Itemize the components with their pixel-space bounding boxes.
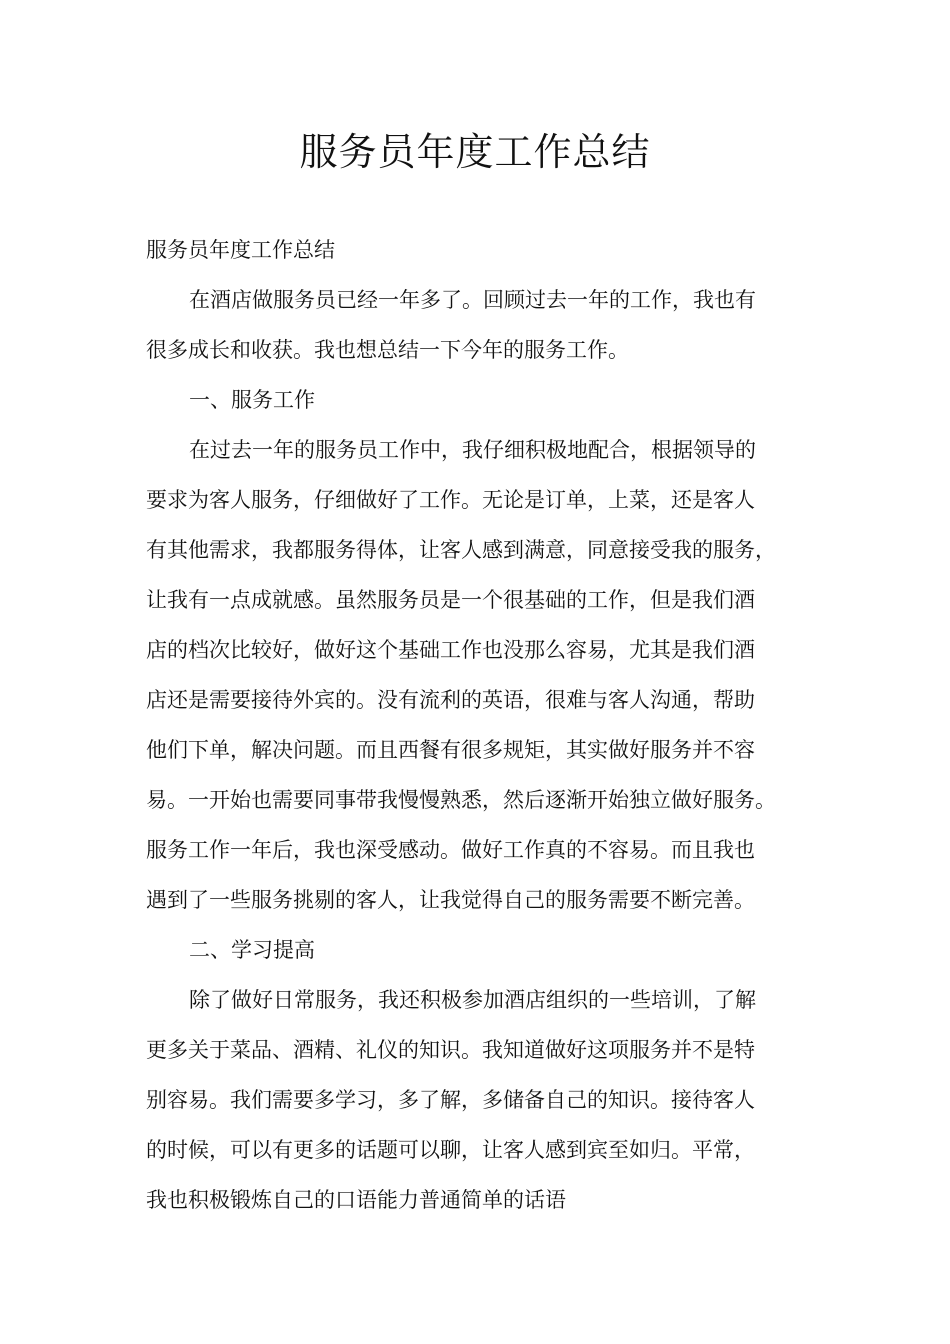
paragraph-line: 除了做好日常服务，我还积极参加酒店组织的一些培训，了解 — [189, 988, 756, 1012]
paragraph-line: 他们下单，解决问题。而且西餐有很多规矩，其实做好服务并不容 — [146, 738, 755, 762]
paragraph-line: 让我有一点成就感。虽然服务员是一个很基础的工作，但是我们酒 — [146, 588, 755, 612]
paragraph-line: 有其他需求，我都服务得体，让客人感到满意，同意接受我的服务， — [146, 538, 776, 562]
paragraph-line: 更多关于菜品、酒精、礼仪的知识。我知道做好这项服务并不是特 — [146, 1038, 755, 1062]
document-title: 服务员年度工作总结 — [299, 130, 651, 174]
paragraph-line: 别容易。我们需要多学习，多了解，多储备自己的知识。接待客人 — [146, 1088, 755, 1112]
paragraph-line: 店还是需要接待外宾的。没有流利的英语，很难与客人沟通，帮助 — [146, 688, 755, 712]
section-heading: 二、学习提高 — [189, 938, 315, 962]
document-subtitle: 服务员年度工作总结 — [146, 238, 335, 262]
section-heading: 一、服务工作 — [189, 388, 315, 412]
paragraph-line: 很多成长和收获。我也想总结一下今年的服务工作。 — [146, 338, 629, 362]
paragraph-line: 在过去一年的服务员工作中，我仔细积极地配合，根据领导的 — [189, 438, 756, 462]
paragraph-line: 我也积极锻炼自己的口语能力普通简单的话语 — [146, 1188, 566, 1212]
paragraph-line: 店的档次比较好，做好这个基础工作也没那么容易，尤其是我们酒 — [146, 638, 755, 662]
paragraph-line: 要求为客人服务，仔细做好了工作。无论是订单，上菜，还是客人 — [146, 488, 755, 512]
paragraph-line: 在酒店做服务员已经一年多了。回顾过去一年的工作，我也有 — [189, 288, 756, 312]
paragraph-line: 的时候，可以有更多的话题可以聊，让客人感到宾至如归。平常， — [146, 1138, 755, 1162]
paragraph-line: 服务工作一年后，我也深受感动。做好工作真的不容易。而且我也 — [146, 838, 755, 862]
paragraph-line: 遇到了一些服务挑剔的客人，让我觉得自己的服务需要不断完善。 — [146, 888, 755, 912]
paragraph-line: 易。一开始也需要同事带我慢慢熟悉，然后逐渐开始独立做好服务。 — [146, 788, 776, 812]
